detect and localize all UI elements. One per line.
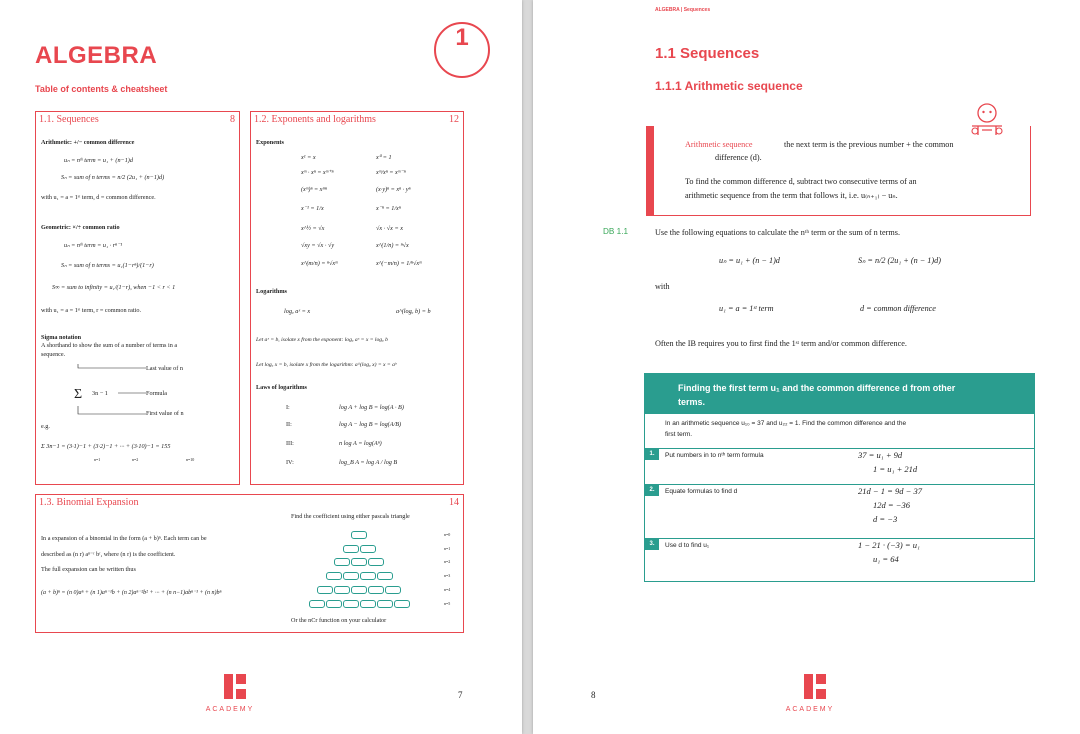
arith-with: with u₁ = a = 1ˢᵗ term, d = common difference. bbox=[41, 194, 156, 201]
binomial-text-2: described as (n r) aⁿ⁻ʳ bʳ, where (n r) is the coefficient. bbox=[41, 551, 176, 558]
db-tag[interactable]: DB 1.1 bbox=[603, 227, 629, 236]
binomial-box bbox=[35, 494, 464, 633]
step-label: Equate formulas to find d bbox=[665, 488, 738, 495]
subsection-heading: 1.1.1 Arithmetic sequence bbox=[655, 79, 803, 93]
pascal-node bbox=[343, 600, 359, 608]
step-label: Put numbers in to nᵗʰ term formula bbox=[665, 452, 764, 459]
def-first-term: u₁ = a = 1ˢᵗ term bbox=[719, 304, 774, 313]
page-title: ALGEBRA bbox=[35, 42, 158, 69]
example-title-2: terms. bbox=[678, 397, 706, 408]
law-number: II: bbox=[286, 421, 292, 428]
use-equations-text: Use the following equations to calculate the nᵗʰ term or the sum of n terms. bbox=[655, 228, 900, 237]
log-rule-2: a^(logₐ b) = b bbox=[396, 308, 431, 315]
pascal-node bbox=[360, 545, 376, 553]
binomial-text-1: In a expansion of a binomial in the form (a + b)ⁿ. Each term can be bbox=[41, 535, 207, 542]
isolate-2: Let logₐ x = b, isolate x from the logarithm: a^(logₐ x) = x = aᵇ bbox=[256, 362, 397, 368]
pascal-row-label: n=1 bbox=[444, 546, 451, 551]
pascal-node bbox=[351, 531, 367, 539]
step-work-line: 21d − 1 = 9d − 37 bbox=[858, 486, 922, 496]
law-rule: log A + log B = log(A · B) bbox=[339, 404, 404, 411]
eq-sum: Sₙ = n/2 (2u₁ + (n − 1)d) bbox=[858, 256, 941, 265]
pascal-node bbox=[368, 586, 384, 594]
binomial-page-ref[interactable]: 14 bbox=[449, 497, 459, 508]
laws-title: Laws of logarithms bbox=[256, 384, 307, 391]
pascal-node bbox=[360, 600, 376, 608]
geo-with: with u₁ = a = 1ˢᵗ term, r = common ratio. bbox=[41, 307, 142, 314]
sequences-page-ref[interactable]: 8 bbox=[230, 114, 235, 125]
example-prompt-1: In an arithmetic sequence u₁₀ = 37 and u₂₂ = 1. Find the common difference and the bbox=[665, 420, 907, 427]
exponent-rule: √x · √x = x bbox=[376, 225, 403, 232]
exponent-rule: x⁻¹ = 1/x bbox=[301, 205, 324, 212]
eg-n2: n=2 bbox=[132, 457, 139, 462]
eg-n1: n=1 bbox=[94, 457, 101, 462]
log-rule-1: logₐ aˣ = x bbox=[284, 308, 311, 315]
example-prompt-row bbox=[645, 411, 1034, 449]
ncr-caption: Or the nCr function on your calculator bbox=[291, 617, 387, 624]
law-number: III: bbox=[286, 440, 294, 447]
sequences-box bbox=[35, 111, 240, 485]
eg-expr: Σ 3n−1 = (3·1)−1 + (3·2)−1 + ··· + (3·10)−1 = 155 bbox=[41, 443, 171, 450]
left-page bbox=[0, 0, 522, 734]
sigma-first-label: First value of n bbox=[146, 410, 184, 417]
chapter-badge: 1 bbox=[434, 22, 490, 78]
callout-def-2: difference (d). bbox=[715, 153, 762, 162]
right-page bbox=[533, 0, 1080, 734]
pascal-node bbox=[385, 586, 401, 594]
sigma-symbol: Σ bbox=[74, 387, 83, 402]
geo-inf: S∞ = sum to infinity = u₁/(1−r), when −1 < r < 1 bbox=[52, 284, 176, 291]
sigma-title: Sigma notation bbox=[41, 334, 82, 341]
step-work-line: 12d = −36 bbox=[873, 500, 910, 510]
law-number: IV: bbox=[286, 459, 294, 466]
callout-para-2: arithmetic sequence from the term that follows it, i.e. u₍ₙ₊₁₎ − uₙ. bbox=[685, 191, 898, 200]
exponent-rule: x^½ = √x bbox=[301, 225, 325, 232]
pascal-node bbox=[368, 558, 384, 566]
exponents-heading[interactable]: 1.2. Exponents and logarithms bbox=[254, 114, 376, 125]
example-title-1: Finding the first term u₁ and the common difference d from other bbox=[678, 383, 956, 393]
step-work-line: 1 − 21 · (−3) = u₁ bbox=[858, 540, 920, 550]
eg-n10: n=10 bbox=[186, 457, 195, 462]
pascal-caption: Find the coefficient using either pascals triangle bbox=[291, 513, 410, 520]
sigma-arrows bbox=[76, 362, 151, 418]
pascal-node bbox=[334, 558, 350, 566]
binomial-heading[interactable]: 1.3. Binomial Expansion bbox=[39, 497, 139, 508]
pascal-row-label: n=4 bbox=[444, 587, 451, 592]
exponent-rule: x^(m/n) = ⁿ√xᵐ bbox=[301, 260, 338, 267]
step-work-line: u₁ = 64 bbox=[873, 554, 899, 564]
law-number: I: bbox=[286, 404, 290, 411]
law-rule: n log A = log(Aⁿ) bbox=[339, 440, 382, 447]
callout-para-1: To find the common difference d, subtract two consecutive terms of an bbox=[685, 177, 917, 186]
with-label: with bbox=[655, 282, 670, 291]
section-heading: 1.1 Sequences bbox=[655, 45, 760, 62]
step-label: Use d to find u₁ bbox=[665, 542, 710, 549]
pascal-node bbox=[343, 572, 359, 580]
exponent-rule: √xy = √x · √y bbox=[301, 242, 335, 249]
pascal-node bbox=[394, 600, 410, 608]
pascal-node bbox=[334, 586, 350, 594]
pascal-row-label: n=5 bbox=[444, 601, 451, 606]
geo-title: Geometric: ×/÷ common ratio bbox=[41, 224, 120, 231]
pascal-row-label: n=2 bbox=[444, 559, 451, 564]
page-number: 7 bbox=[458, 690, 463, 700]
step-number: 2. bbox=[645, 485, 659, 496]
logarithms-subheading: Logarithms bbox=[256, 288, 287, 295]
pascal-node bbox=[317, 586, 333, 594]
isolate-1: Let aˣ = b, isolate x from the exponent: logₐ aˣ = x = logₐ b bbox=[256, 337, 388, 343]
step-work-line: 37 = u₁ + 9d bbox=[858, 450, 903, 460]
exponents-subheading: Exponents bbox=[256, 139, 284, 146]
example-prompt-2: first term. bbox=[665, 431, 693, 438]
callout-term: Arithmetic sequence bbox=[685, 140, 753, 149]
pascal-node bbox=[326, 572, 342, 580]
pascal-node bbox=[309, 600, 325, 608]
pascal-node bbox=[326, 600, 342, 608]
sigma-last-label: Last value of n bbox=[146, 365, 183, 372]
pascal-row-label: n=3 bbox=[444, 573, 451, 578]
exponent-rule: x^(1/n) = ⁿ√x bbox=[376, 242, 409, 249]
geo-nth: uₙ = nᵗʰ term = u₁ · rⁿ⁻¹ bbox=[64, 242, 123, 249]
sigma-desc-1: A shorthand to show the sum of a number of terms in a bbox=[41, 342, 178, 349]
step-work-line: d = −3 bbox=[873, 514, 898, 524]
arith-title: Arithmetic: +/− common difference bbox=[41, 139, 135, 146]
pascal-node bbox=[343, 545, 359, 553]
sigma-expr: 3n − 1 bbox=[92, 390, 108, 397]
pascal-node bbox=[351, 558, 367, 566]
logo-text: ACADEMY bbox=[205, 706, 255, 713]
eq-nth-term: uₙ = u₁ + (n − 1)d bbox=[719, 256, 780, 265]
callout-stripe bbox=[646, 126, 654, 215]
example-step-row bbox=[645, 538, 1034, 579]
exponent-rule: x⁰ = 1 bbox=[376, 154, 392, 161]
exponent-rule: x⁻ⁿ = 1/xⁿ bbox=[376, 205, 401, 212]
def-common-diff: d = common difference bbox=[860, 304, 936, 313]
pascal-node bbox=[360, 572, 376, 580]
exponent-rule: x¹ = x bbox=[301, 154, 316, 161]
law-rule: log A − log B = log(A/B) bbox=[339, 421, 402, 428]
arith-sum: Sₙ = sum of n terms = n/2 (2u₁ + (n−1)d) bbox=[61, 174, 165, 181]
step-number: 3. bbox=[645, 539, 659, 550]
exponent-rule: (x·y)ⁿ = xⁿ · yⁿ bbox=[376, 186, 411, 193]
example-step-row bbox=[645, 448, 1034, 485]
page-subtitle: Table of contents & cheatsheet bbox=[35, 84, 168, 94]
logo-text: ACADEMY bbox=[785, 706, 835, 713]
sigma-desc-2: sequence. bbox=[41, 351, 66, 358]
step-work-line: 1 = u₁ + 21d bbox=[873, 464, 918, 474]
eg-label: e.g. bbox=[41, 423, 50, 430]
exponent-rule: (xᵐ)ⁿ = xᵐⁿ bbox=[301, 186, 327, 193]
pascal-node bbox=[377, 600, 393, 608]
example-header bbox=[645, 374, 1034, 414]
often-text: Often the IB requires you to first find the 1ˢᵗ term and/or common difference. bbox=[655, 339, 907, 348]
sigma-formula-label: Formula bbox=[146, 390, 167, 397]
arith-nth: uₙ = nᵗʰ term = u₁ + (n−1)d bbox=[64, 157, 133, 164]
worked-example-box bbox=[644, 373, 1035, 582]
pascal-row-label: n=0 bbox=[444, 532, 451, 537]
binomial-expansion: (a + b)ⁿ = (n 0)aⁿ + (n 1)aⁿ⁻¹b + (n 2)aⁿ⁻²b² + ··· + (n n−1)abⁿ⁻¹ + (n n)bⁿ bbox=[41, 590, 222, 596]
exponent-rule: xᵐ · xⁿ = xᵐ⁺ⁿ bbox=[301, 169, 334, 176]
page-number: 8 bbox=[591, 690, 596, 700]
sequences-heading[interactable]: 1.1. Sequences bbox=[39, 114, 99, 125]
pascal-node bbox=[377, 572, 393, 580]
breadcrumb: ALGEBRA | Sequences bbox=[655, 7, 711, 13]
binomial-text-3: The full expansion can be written thus bbox=[41, 566, 136, 573]
callout-def-1: the next term is the previous number + the common bbox=[784, 140, 954, 149]
exponent-rule: xᵐ/xⁿ = xᵐ⁻ⁿ bbox=[376, 169, 406, 176]
exponents-page-ref[interactable]: 12 bbox=[449, 114, 459, 125]
exponent-rule: x^(−m/n) = 1/ⁿ√xᵐ bbox=[376, 260, 422, 267]
geo-sum: Sₙ = sum of n terms = u₁(1−rⁿ)/(1−r) bbox=[61, 262, 154, 269]
law-rule: log_B A = log A / log B bbox=[339, 459, 398, 466]
step-number: 1. bbox=[645, 449, 659, 460]
pascal-node bbox=[351, 586, 367, 594]
example-step-row bbox=[645, 484, 1034, 539]
exponents-box bbox=[250, 111, 464, 485]
